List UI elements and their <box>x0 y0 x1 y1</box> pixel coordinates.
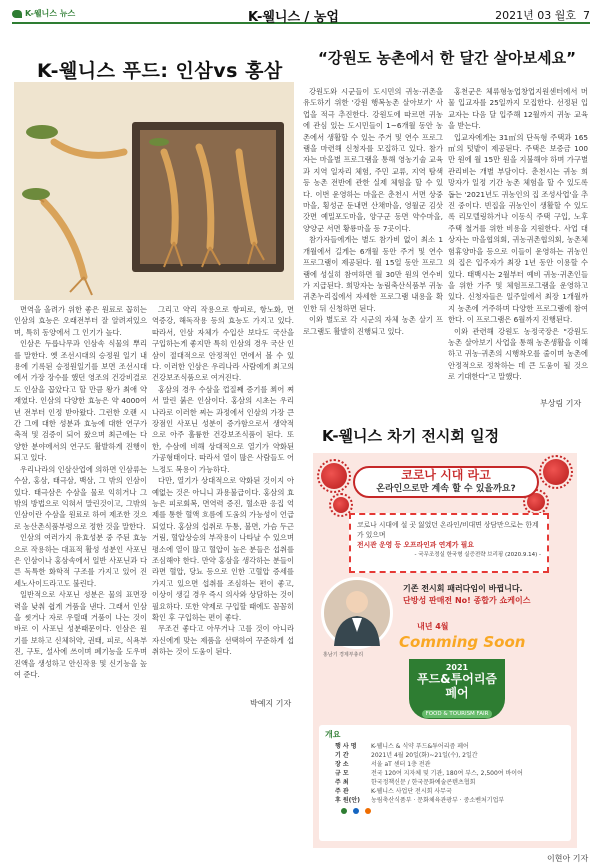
overview-key: 기 간 <box>335 752 349 759</box>
overview-key: 후 원(안) <box>335 797 360 804</box>
paragraph: 일반적으로 사포닌 성분은 물의 표면장력을 낮춰 쉽게 거품을 낸다. 그래서 인삼을 씻거나 자로 우릴때 거품이 나는 것이 바로 이 사포닌 성분때문이다. 인삼은 원기를 보하고 신체허약, 권태, 피로, 식욕부진, 구토, 설사에 쓰이며 폐기능을 도우며 진액을 생성하고 안신작용 및 신기능을 높여 준다. <box>14 590 147 679</box>
overview-value: 서울 aT 센터 1층 전관 <box>371 761 431 768</box>
paragraph: 다만, 열기가 상대적으로 약화된 것이지 아예없는 것은 아니니 과용불급이다. 홍삼의 효능은 피로회복, 면역력 증진, 혈소판 응집 억제를 통한 혈액 흐름에 도움의 가능성이 언급되었다. 홍삼의 섭취로 두통, 불면, 가슴 두근거림, 혈압상승의 부작용이 나타날 수 있으며 평소에 열이 많고 혈압이 높은 분들은 섭취를 조심해야 한다. 만약 홍삼을 생각하는 분들이라면 혈압, 당뇨 등으로 인한 고혈압 증세를 가지고 있으면 섭취를 조심하는 편이 좋고, 이상이 생길 경우 즉시 의사와 상담하는 것이 필요하다. 또한 약제로 구입할 때에도 꼼꼼히 확인 후 구입하는 편이 좋다. <box>152 476 294 622</box>
issue-date-text: 2021년 03 월호 <box>495 9 576 22</box>
exhibition-poster <box>313 453 577 848</box>
ginseng-photo <box>14 82 294 300</box>
overview-box <box>319 725 571 841</box>
next-april: 내년 4월 <box>417 622 449 631</box>
overview-title: 개요 <box>325 730 341 739</box>
exhibition-title: K-웰니스 차기 전시회 일정 <box>322 427 500 445</box>
fair-badge <box>409 659 505 719</box>
paragraph: 그리고 약리 작용으로 항피로, 항노화, 면역증강, 해독작용 등의 효능도 가지고 있다. 따라서, 인삼 자체가 수입산 보다도 국산을 구입하는게 좋지만 특히 인삼의 경우 국산 인삼이 절대적으로 안정적인 면에서 볼 수 있다. 이러한 인삼은 우리나라 사람에게 최고의 건강보조식품으로 여겨진다. <box>152 305 294 383</box>
newspaper-logo <box>12 8 75 19</box>
byline-exhibition: 이현아 기자 <box>547 854 589 863</box>
virus-icon <box>543 459 569 485</box>
overview-row <box>325 751 565 760</box>
person-photo <box>324 580 390 646</box>
overview-value: K-웰니스 & 식약 푸드&투어리즘 페어 <box>371 743 469 750</box>
paragraph: 참가자들에게는 별도 참가비 없이 최소 1개월에서 길게는 6개월 동안 주거 및 연수 프로그램이 제공된다. 월 15일 동안 프로그램에 성실히 참여하면 월 30만 원의 연수비가 지급된다. 희망자는 농림축산식품부 귀농귀촌누리집에서 자세한 프로그램 내용을 확인한 뒤 신청하면 된다. <box>303 235 443 313</box>
ginseng-headline: K-웰니스 푸드: 인삼vs 홍삼 <box>37 60 283 82</box>
paragraph: 인삼의 여러가지 유효성분 중 주된 효능으로 작용하는 대표적 활성 성분인 사포닌은 인삼이나 홍삼속에서 일반 사포닌과 다른 독특한 화학적 구조를 가지고 있어 진세노사이드라고도 불린다. <box>14 533 147 588</box>
paragraph: 입교자에게는 31㎡의 단독형 주택과 165㎡의 텃밭이 제공된다. 주택은 보증금 100만 원에 월 15만 원을 지불해야 하며 가구별 관리비는 개별 부담이다. 춘천시는 귀농 희망자가 일정 기간 농촌 체험을 할 수 있도록 돕는 '2021년도 귀농인의 집 조성사업'을 추진 중이다. 빈집을 귀농인이 생활할 수 있도록 리모델링하거나 이동식 주택 구입, 노후 주택 철거를 위한 비용을 지원한다. 사업 대상자는 마을협의회, 귀농귀촌협의회, 농촌체험휴양마을 등으로 이들이 운영하는 귀농인의 집은 입주자가 최장 1년 동안 이용할 수 있다. 태백시는 2월부터 예비 귀농·귀촌인들을 위한 가주 및 체험프로그램을 운영하고 있다. 신청자들은 일주일에서 최장 1개월까지 농촌에 거주하며 다양한 프로그램에 참여한다. 이 프로그램은 6월까지 진행된다. <box>448 132 588 325</box>
paradigm-line-2: 단방성 판매전 No! 종합가 쇼케이스 <box>403 596 531 605</box>
overview-row <box>325 742 565 751</box>
article-column-2 <box>152 304 294 668</box>
overview-key: 장 소 <box>335 761 349 768</box>
circle-icon <box>353 808 359 814</box>
paragraph: 강원도와 시군들이 도시민의 귀농·귀촌을 유도하기 위한 '강원 행복농촌 살아보기' 사업을 적극 추진한다. 강원도에 따르면 귀농에 관심 있는 도시민들이 1~6개월 동안 농촌에서 생활할 수 있는 주거 및 연수 프로그램을 마련해 신청자를 모집하고 있다. 참가자는 마을별 프로그램을 통해 영농기술 교육과 지역 일자리 체험, 주민 교류, 지역 탐색 등 농촌 전반에 관한 실제 체험을 할 수 있다. 이번 운영하는 마을은 춘천시 서면 상중마을, 횡성군 둔내면 산채마을, 영월군 김삿갓면 예밀포도마을, 양구군 동면 약수마을, 양양군 서면 황룡마을 등 7곳이다. <box>303 87 443 233</box>
paragraph: 우리나라의 인삼산업에 의하면 인삼류는 수삼, 홍삼, 태극삼, 백삼, 그 밖의 인삼이 있다. 태극삼은 수삼을 물로 익히거나 그밖의 방법으로 익혀서 말린것이고, 그밖의 인삼이란 수삼을 원료로 하여 제조한 것으로 농산촌식품부령으로 정한 것을 말한다. <box>14 464 147 531</box>
page-number: 7 <box>583 9 590 22</box>
paragraph: 홍삼의 경우 수삼을 껍질째 증기를 쬐어 쪄서 말린 붉은 인삼이다. 홍삼의 시초는 우리나라로 이러한 찌는 과정에서 인삼의 가장 큰 장점인 사포닌 성분이 증가함으로서 생약적으로 아주 훌륭한 건강보조식품이 된다. 또한, 수삼에 비해 상대적으로 열기가 약화된 가공형태이다. 따라서 열이 많은 사람들도 어느정도 복용이 가능하다. <box>152 384 294 474</box>
gangwon-headline: “강원도 농촌에서 한 달간 살아보세요” <box>318 49 576 67</box>
virus-icon <box>321 463 347 489</box>
virus-icon <box>333 497 349 513</box>
overview-key: 행 사 명 <box>335 743 357 750</box>
page-header <box>12 6 590 24</box>
article-column-4 <box>448 86 588 390</box>
overview-key: 주 최 <box>335 779 349 786</box>
section-title: K-웰니스 / 농업 <box>248 10 339 25</box>
overview-row <box>325 769 565 778</box>
overview-row <box>325 787 565 796</box>
notice-line-2: 전시관 운영 등 오프라인과 연계가 필요 <box>357 541 474 549</box>
covid-banner <box>353 466 539 498</box>
ginseng-illustration <box>14 82 294 300</box>
circle-icon <box>365 808 371 814</box>
paragraph: 무조건 좋다고 아무거나 고를 것이 아니라 자신에게 맞는 제품을 선택하여 꾸준하게 섭취하는 것이 도움이 된다. <box>152 624 294 657</box>
paradigm-text <box>403 583 571 607</box>
notice-line-1: 코로나 시대에 설 곳 잃었던 온라인/비대면 상담만으로는 한계가 있으며 <box>357 521 539 539</box>
leaf-icon <box>341 808 347 814</box>
fair-year: 2021 <box>445 663 469 672</box>
overview-key: 규 모 <box>335 770 349 777</box>
sponsor-logo <box>365 808 371 814</box>
photo-caption: 홍남기 경제부총리 <box>323 652 364 658</box>
byline-left: 박예지 기자 <box>250 699 292 708</box>
fair-name-2: 페어 <box>445 686 469 700</box>
sponsor-logos <box>325 808 565 814</box>
overview-value: 2021년 4월 20일(화)~21일(수), 2일간 <box>371 752 478 759</box>
official-photo <box>321 577 393 649</box>
overview-value: 한국정책신문 / 한국문화예술콘텐츠협회 <box>371 779 476 786</box>
sponsor-logo <box>353 808 359 814</box>
overview-value: K-웰니스 사업단 전시회 사무국 <box>371 788 452 795</box>
coming-soon: Comming Soon <box>399 633 526 651</box>
paragraph: 이와 별도로 각 시군의 자체 농촌 살기 프로그램도 활발히 진행되고 있다. <box>303 315 443 336</box>
overview-key: 주 관 <box>335 788 349 795</box>
fair-name-1: 푸드&투어리즘 <box>416 672 498 686</box>
overview-row <box>325 796 565 805</box>
overview-value: 농림축산식품부 · 문화체육관광부 · 중소벤처기업부 <box>371 797 505 804</box>
banner-line-1: 코로나 시대 라고 <box>401 468 491 482</box>
logo-icon <box>12 10 22 18</box>
article-column-1 <box>14 304 147 679</box>
banner-line-2: 온라인으로만 계속 할 수 있을까요? <box>376 484 516 494</box>
fair-tag: FOOD & TOURISM FAIR <box>422 710 493 718</box>
sponsor-logo <box>341 808 347 814</box>
paragraph: 면역을 올려가 위한 좋은 원료로 꼽히는 인삼의 효능은 오래전부터 잘 알려져있으며, 특히 동양에서 그 인기가 높다. <box>14 305 147 337</box>
paragraph: 홍천군은 체류형농업창업지원센터에서 머물 입교자를 25일까지 모집한다. 선정된 입교자는 다음 달 입주해 12월까지 귀농 교육을 받는다. <box>448 87 588 131</box>
byline-right: 부상림 기자 <box>540 399 582 408</box>
paragraph: 이와 관련해 강원도 농정국장은 "강원도 농촌 살아보기 사업을 통해 농촌생활을 이해하고 귀농·귀촌의 시행착오를 줄이며 농촌에 안정적으로 정착하는 데 큰 도움이 될 것으로 기대한다"고 말했다. <box>448 326 588 382</box>
overview-value: 전국 120여 지자체 및 기관, 180여 부스, 2,500여 바이어 <box>371 770 523 777</box>
overview-row <box>325 760 565 769</box>
paradigm-line-1: 기존 전시회 패러다임이 바뀝니다. <box>403 584 523 593</box>
issue-date <box>495 7 590 23</box>
notice-box <box>349 513 549 573</box>
overview-row <box>325 778 565 787</box>
paragraph: 인삼은 두릅나무과 인삼속 식물의 뿌리를 말한다. 옛 조선시대의 승정원 일기 내용에 기록된 승정원일기를 보면 조선시대에서 가장 장수를 했던 영조의 건강비결로도 인삼을 꼽았다고 할 만큼 왕가 최애 약 재였다. 인삼의 다양한 효능은 약 4000여년 전부터 인정 받아왔다. 그런한 오랜 시간 그에 대한 성분과 효능에 대한 연구가 축적 및 검증이 되어 왔으며 최근에는 다양한 분야에서의 연구도 활발하게 진행이 되고 있다. <box>14 339 147 463</box>
article-column-3 <box>303 86 443 390</box>
notice-source: - 국무조정실 한국형 실증전략 브리핑 (2020.9.14) - <box>414 552 541 558</box>
logo-text: K-웰니스 뉴스 <box>25 9 76 18</box>
